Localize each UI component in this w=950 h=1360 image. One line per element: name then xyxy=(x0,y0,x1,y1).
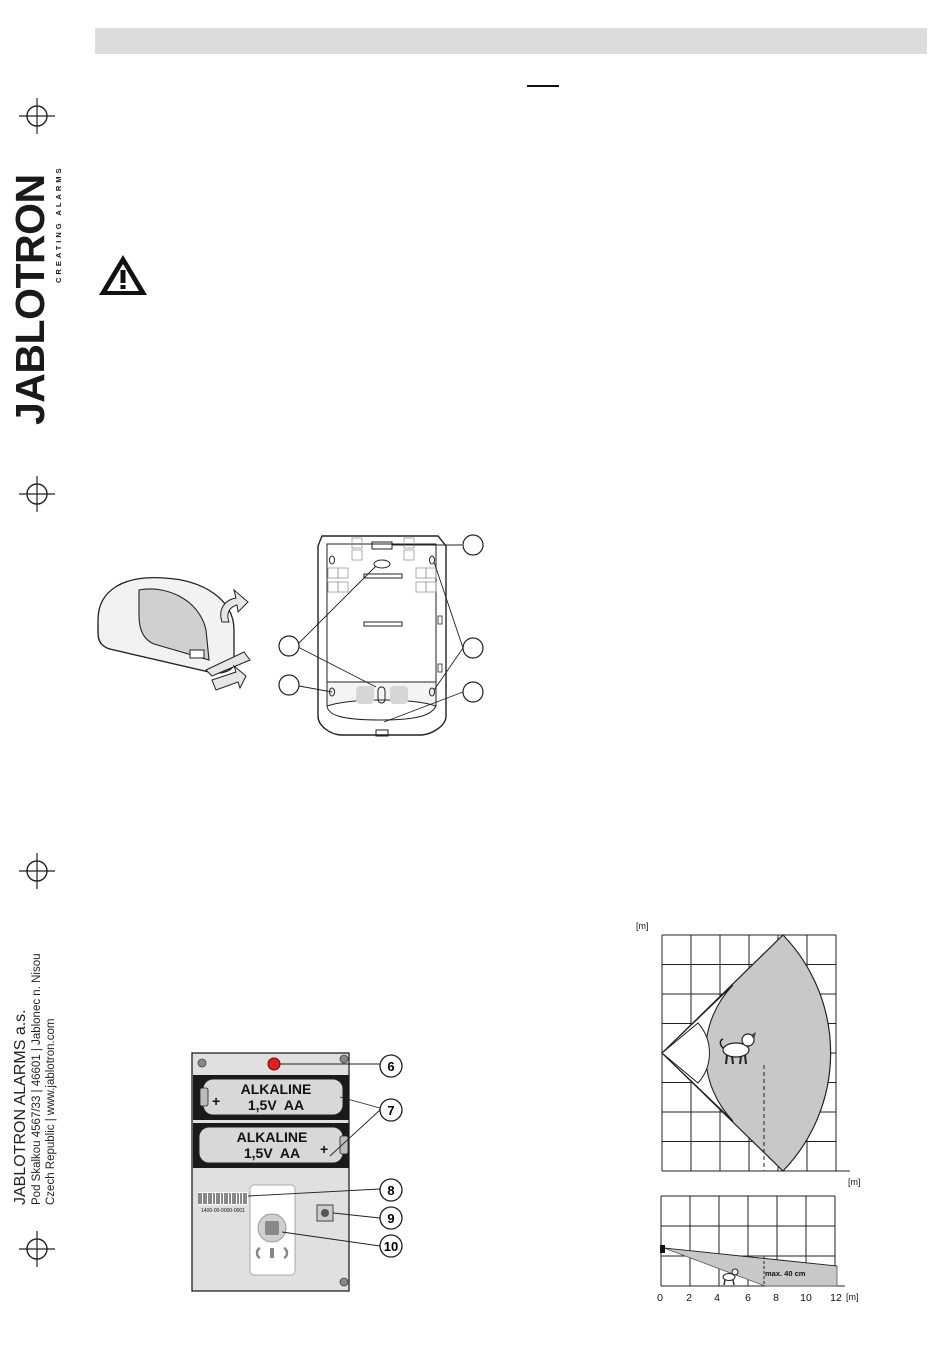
x-tick-6: 6 xyxy=(745,1292,751,1304)
jablotron-logo xyxy=(7,165,70,435)
x-tick-8: 8 xyxy=(773,1292,779,1304)
x-tick-12: 12 xyxy=(830,1292,842,1304)
battery2-type: 1,5V AA xyxy=(243,1145,301,1161)
battery1-brand: ALKALINE xyxy=(240,1081,312,1097)
svg-text:+: + xyxy=(212,1093,221,1109)
company-address: Pod Skalkou 4567/33 | 46601 | Jablonec n. Nisou xyxy=(31,953,43,1205)
side-unit-x: [m] xyxy=(846,1292,859,1302)
logo-tagline: CREATING ALARMS xyxy=(54,165,63,283)
barcode xyxy=(198,1192,248,1214)
detection-zone-side-view xyxy=(645,1190,870,1305)
battery-compartment-diagram xyxy=(190,1050,420,1295)
svg-text:+: + xyxy=(320,1141,329,1157)
registration-mark-1 xyxy=(19,98,55,134)
warning-icon xyxy=(97,253,149,297)
x-tick-0: 0 xyxy=(657,1292,663,1304)
title-underline xyxy=(527,85,559,87)
company-name: JABLOTRON ALARMS a.s. xyxy=(12,1009,29,1205)
back-plate-diagram xyxy=(272,530,492,745)
callout-9: 9 xyxy=(387,1211,395,1226)
company-info xyxy=(12,905,58,1205)
led-indicator xyxy=(268,1058,280,1070)
battery2-brand: ALKALINE xyxy=(236,1129,308,1145)
logo-text: JABLOTRON xyxy=(7,174,53,425)
top-unit-y: [m] xyxy=(636,921,649,931)
x-tick-10: 10 xyxy=(800,1292,812,1304)
header-bar xyxy=(95,28,927,54)
battery1-type: 1,5V AA xyxy=(247,1097,305,1113)
barcode-number: 1400-00-0000-0001 xyxy=(201,1208,245,1214)
registration-mark-2 xyxy=(19,476,55,512)
callout-6: 6 xyxy=(387,1059,395,1074)
x-tick-2: 2 xyxy=(686,1292,692,1304)
registration-mark-3 xyxy=(19,853,55,889)
top-unit-x: [m] xyxy=(848,1177,861,1187)
registration-mark-4 xyxy=(19,1231,55,1267)
height-annotation: max. 40 cm xyxy=(765,1269,806,1278)
callout-10: 10 xyxy=(383,1239,399,1254)
callout-7: 7 xyxy=(387,1103,395,1118)
company-web: Czech Republic | www.jablotron.com xyxy=(45,1018,57,1205)
callout-8: 8 xyxy=(387,1183,395,1198)
detector-opening-illustration xyxy=(94,560,274,710)
x-tick-4: 4 xyxy=(714,1292,720,1304)
detection-zone-top-view xyxy=(630,915,870,1190)
